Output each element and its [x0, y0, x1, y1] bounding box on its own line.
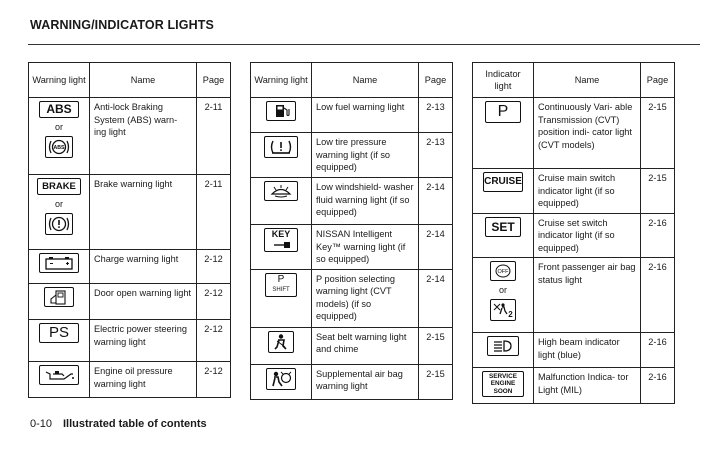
page-ref: 2-15: [419, 364, 453, 399]
light-name: Door open warning light: [90, 284, 197, 320]
page-ref: 2-12: [197, 250, 231, 284]
mil-line-2: ENGINE: [490, 380, 516, 388]
page-ref: 2-13: [419, 98, 453, 133]
icon-cell: [251, 133, 312, 178]
high-beam-icon: [487, 336, 519, 356]
icon-cell: [251, 98, 312, 133]
icon-cell: [473, 98, 534, 169]
icon-cell: [29, 98, 90, 175]
light-name: Anti-lock Braking System (ABS) warn- ing light: [90, 98, 197, 175]
light-name: Brake warning light: [90, 175, 197, 250]
battery-icon: [39, 253, 79, 273]
p-shift-icon: [265, 273, 297, 297]
page-ref: 2-14: [419, 225, 453, 270]
mil-line-3: SOON: [493, 387, 513, 395]
light-name: Continuously Vari- able Transmission (CVT) position indi- cator light (CVT models): [534, 98, 641, 169]
door-open-icon: [44, 287, 74, 307]
light-name: P position selecting warning light (CVT models) (if so equipped): [312, 269, 419, 327]
table-row: [251, 178, 453, 225]
header-light: Warning light: [251, 63, 312, 98]
table-row: [473, 368, 675, 404]
header-page: Page: [419, 63, 453, 98]
oil-can-icon: [39, 365, 79, 385]
light-name: Low tire pressure warning light (if so equipped): [312, 133, 419, 178]
header-name: Name: [534, 63, 641, 98]
table-row: [29, 362, 231, 398]
p-shift-sub: SHIFT: [272, 286, 290, 293]
air-bag-icon: [266, 368, 296, 390]
header-name: Name: [90, 63, 197, 98]
table-row: [251, 269, 453, 327]
icon-cell: [251, 364, 312, 399]
icon-cell: [473, 333, 534, 368]
or-label: or: [54, 122, 63, 132]
light-name: Malfunction Indica- tor Light (MIL): [534, 368, 641, 404]
mil-line-1: SERVICE: [489, 373, 517, 380]
off-text: OFF: [497, 269, 509, 275]
icon-cell: [29, 250, 90, 284]
light-name: Low windshield- washer fluid warning light (if so equipped): [312, 178, 419, 225]
icon-cell: [29, 284, 90, 320]
warning-lights-table-2: [250, 62, 453, 400]
intelligent-key-icon: [264, 228, 298, 252]
power-steering-icon: PS: [39, 323, 79, 343]
indicator-lights-table: [472, 62, 675, 404]
table-header-row: [473, 63, 675, 98]
page-ref: 2-11: [197, 175, 231, 250]
light-name: Electric power steering warning light: [90, 320, 197, 362]
light-name: NISSAN Intelligent Key™ warning light (if so equipped): [312, 225, 419, 270]
icon-cell: [473, 169, 534, 214]
table-row: [251, 327, 453, 364]
page-ref: 2-16: [641, 213, 675, 258]
cruise-icon: CRUISE: [483, 172, 523, 192]
page-ref: 2-16: [641, 368, 675, 404]
status-num: 2: [508, 310, 513, 319]
light-name: Charge warning light: [90, 250, 197, 284]
passenger-airbag-off-icon: [490, 261, 516, 281]
header-page: Page: [197, 63, 231, 98]
page-ref: 2-16: [641, 258, 675, 333]
light-name: Engine oil pressure warning light: [90, 362, 197, 398]
table-row: [473, 98, 675, 169]
washer-fluid-icon: [264, 181, 298, 201]
cvt-position-icon: P: [485, 101, 521, 123]
table-row: [251, 133, 453, 178]
light-name: Cruise set switch indicator light (if so equipped): [534, 213, 641, 258]
page-title: WARNING/INDICATOR LIGHTS: [30, 18, 214, 32]
table-row: [29, 320, 231, 362]
table-row: [251, 364, 453, 399]
light-name: Seat belt warning light and chime: [312, 327, 419, 364]
key-label: KEY: [271, 229, 291, 239]
icon-cell: [473, 258, 534, 333]
table-row: [29, 250, 231, 284]
page-ref: 2-15: [641, 169, 675, 214]
service-engine-soon-icon: [482, 371, 524, 397]
seat-belt-icon: [268, 331, 294, 353]
title-divider: [28, 44, 700, 45]
or-label: or: [498, 285, 507, 295]
icon-cell: [251, 178, 312, 225]
table-row: [29, 284, 231, 320]
light-name: Front passenger air bag status light: [534, 258, 641, 333]
table-row: [251, 98, 453, 133]
icon-cell: [251, 327, 312, 364]
icon-cell: [251, 225, 312, 270]
header-name: Name: [312, 63, 419, 98]
p-shift-label: P: [277, 273, 285, 285]
table-row: [29, 98, 231, 175]
abs-text-icon: ABS: [39, 101, 79, 118]
brake-text-icon: BRAKE: [37, 178, 81, 195]
table-row: [473, 258, 675, 333]
table-row: [473, 333, 675, 368]
page-ref: 2-15: [419, 327, 453, 364]
icon-cell: [29, 320, 90, 362]
page-ref: 2-13: [419, 133, 453, 178]
page-ref: 2-14: [419, 269, 453, 327]
page-ref: 2-12: [197, 284, 231, 320]
icon-cell: [473, 368, 534, 404]
passenger-airbag-status-icon: [490, 299, 516, 321]
table-header-row: [251, 63, 453, 98]
table-row: [473, 213, 675, 258]
light-name: Supplemental air bag warning light: [312, 364, 419, 399]
icon-cell: [251, 269, 312, 327]
section-title: Illustrated table of contents: [63, 418, 207, 430]
page-ref: 2-11: [197, 98, 231, 175]
table-row: [29, 175, 231, 250]
table-row: [251, 225, 453, 270]
header-page: Page: [641, 63, 675, 98]
icon-cell: [29, 362, 90, 398]
page-number: 0-10: [30, 418, 53, 430]
light-name: High beam indicator light (blue): [534, 333, 641, 368]
abs-circle-icon: [45, 136, 73, 158]
page-ref: 2-12: [197, 362, 231, 398]
light-name: Cruise main switch indicator light (if so equipped): [534, 169, 641, 214]
page-ref: 2-14: [419, 178, 453, 225]
light-name: Low fuel warning light: [312, 98, 419, 133]
header-light: Warning light: [29, 63, 90, 98]
page-ref: 2-12: [197, 320, 231, 362]
cruise-set-icon: SET: [485, 217, 521, 237]
icon-cell: [29, 175, 90, 250]
page-ref: 2-16: [641, 333, 675, 368]
brake-circle-icon: [45, 213, 73, 235]
fuel-pump-icon: [266, 101, 296, 121]
or-label: or: [54, 199, 63, 209]
page-ref: 2-15: [641, 98, 675, 169]
table-header-row: [29, 63, 231, 98]
header-light: Indicator light: [473, 63, 534, 98]
tire-pressure-icon: [264, 136, 298, 158]
abs-circle-text: ABS: [53, 145, 65, 152]
warning-lights-table-1: [28, 62, 231, 398]
icon-cell: [473, 213, 534, 258]
table-row: [473, 169, 675, 214]
